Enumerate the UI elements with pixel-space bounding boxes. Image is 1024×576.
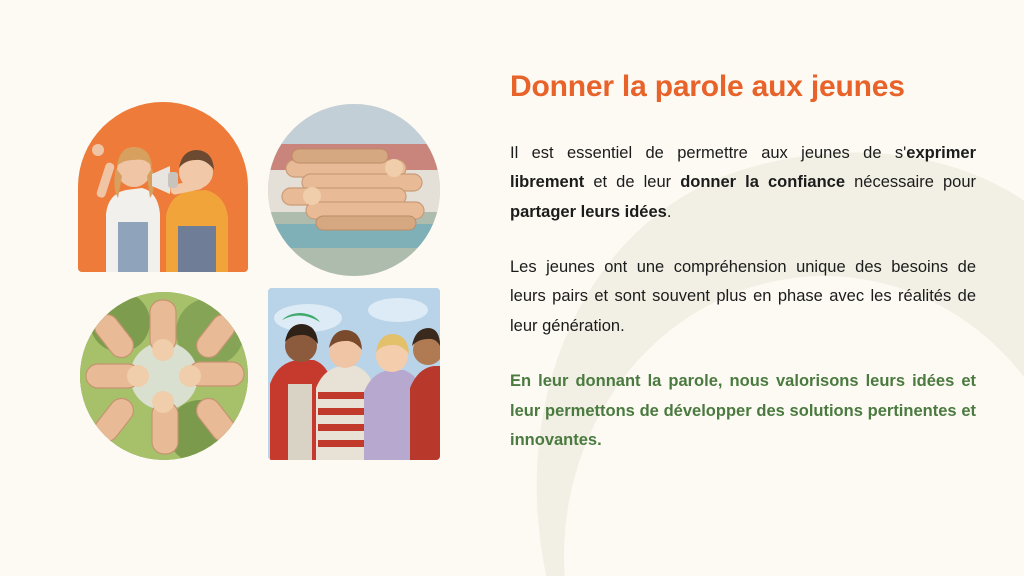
paragraph-2 [510, 253, 976, 341]
photo-1-artwork [78, 102, 248, 272]
paragraph-1 [510, 139, 976, 227]
p1-run-6: . [666, 202, 672, 221]
image-gallery [78, 102, 448, 482]
p2-run-0: Les jeunes ont une compréhension unique des besoins de leurs pairs et sont souvent plus en phase avec les réalités de leur génération. [510, 258, 976, 335]
photo-two-youths-with-megaphone [78, 102, 248, 272]
photo-2-artwork [268, 104, 440, 276]
p1-run-2: et de leur [584, 173, 681, 192]
p1-run-4: nécessaire pour [845, 173, 976, 192]
photo-four-friends-laughing [268, 288, 440, 460]
p1-run-0: Il est essentiel de permettre aux jeunes de s' [510, 144, 907, 162]
text-content [510, 70, 976, 455]
p3-run-0: En leur donnant la parole, nous valorisons leurs idées et leur permettons de développer des solutions pertinentes et innovantes. [510, 372, 976, 449]
photo-4-artwork [268, 288, 440, 460]
photo-hands-stacked-circle [268, 104, 440, 276]
paragraph-3-highlight [510, 367, 976, 455]
p1-run-3: donner la confiance [680, 173, 846, 192]
photo-3-artwork [80, 292, 248, 460]
page-title: Donner la parole aux jeunes [510, 70, 905, 103]
p1-run-5: partager leurs idées [510, 202, 667, 221]
photo-group-huddle-from-below [80, 292, 248, 460]
p1-run-1: exprimer librement [510, 144, 976, 192]
